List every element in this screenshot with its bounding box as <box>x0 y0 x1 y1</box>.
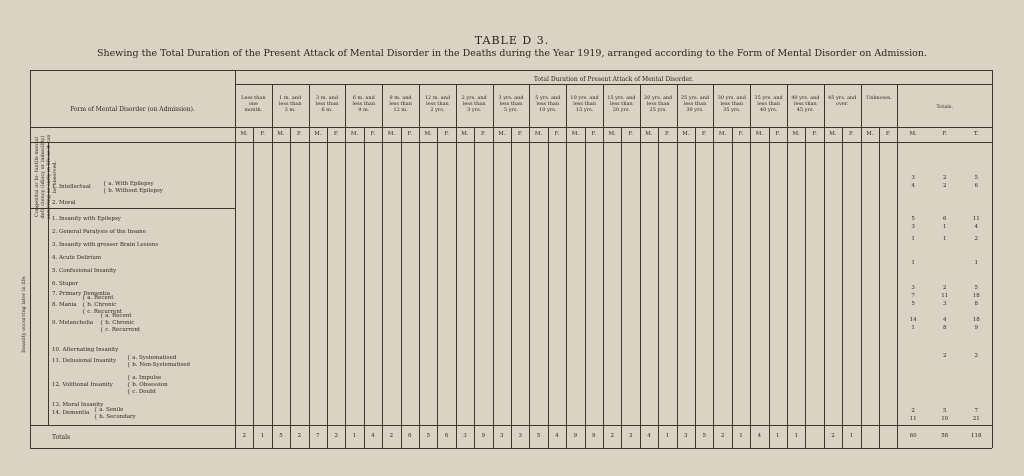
row-total-value: 18 <box>972 317 980 323</box>
row-total-value: 2 <box>942 285 947 291</box>
row-total-value: 1 <box>942 236 947 242</box>
later-life-label: Insanity occurring later in life. <box>21 275 27 353</box>
group-header: Total Duration of Present Attack of Mental Disorder. <box>533 76 694 83</box>
row-total-value: 2 <box>942 183 947 189</box>
male-header: M. <box>387 131 396 137</box>
male-header: M. <box>755 131 764 137</box>
totals-label: Totals <box>52 434 71 441</box>
mf-divider <box>805 127 806 448</box>
column-divider <box>529 84 530 448</box>
row-total-value: 2 <box>911 408 915 414</box>
male-header: M. <box>571 131 580 137</box>
female-header: F. <box>775 131 781 137</box>
totals-row-value: 1 <box>739 433 743 439</box>
row-total-value: 3 <box>911 224 915 230</box>
row-label: 10. Alternating Insanity <box>52 347 119 353</box>
totals-row-value: 1 <box>665 433 670 439</box>
row-total-value: 3 <box>911 175 915 181</box>
male-header: M. <box>424 131 432 137</box>
grand-total-value: 118 <box>970 433 982 439</box>
totals-row-value: 5 <box>536 433 541 439</box>
mf-divider <box>548 127 549 448</box>
right-border <box>992 70 993 448</box>
row-total-value: 4 <box>974 224 978 230</box>
column-divider <box>897 84 898 448</box>
female-header: F. <box>738 131 744 137</box>
female-header: F. <box>517 131 523 137</box>
female-header: F. <box>297 131 302 137</box>
row-label: 4. Acute Delirium <box>52 255 102 261</box>
totals-row-value: 3 <box>500 433 504 439</box>
male-header: M. <box>866 131 874 137</box>
totals-row-value: 2 <box>610 433 614 439</box>
totals-row-value: 2 <box>831 433 835 439</box>
row-label: 1. Intellectual <box>52 184 91 190</box>
row-label: 11. Delusional Insanity <box>52 358 117 364</box>
mf-divider <box>842 127 843 448</box>
duration-header: 1 m. and less than 3 m. <box>278 95 302 113</box>
male-header: M. <box>608 131 616 137</box>
duration-header: 6 m. and less than 9 m. <box>352 95 376 113</box>
row-total-value: 1 <box>911 260 915 266</box>
row-label: 14. Dementia <box>52 410 90 416</box>
row-total-value: 7 <box>974 408 978 414</box>
totals-row-value: 1 <box>776 433 780 439</box>
column-divider <box>272 84 273 448</box>
male-header: M. <box>240 131 248 137</box>
row-total-value: 5 <box>942 408 947 414</box>
totals-row-value: 2 <box>242 433 246 439</box>
duration-header: 15 yrs. and less than 20 yrs. <box>607 95 636 113</box>
grand-total-value: 58 <box>941 433 949 439</box>
row-total-value: 1 <box>942 224 947 230</box>
row-label: 8. Mania <box>52 302 77 308</box>
female-header: F. <box>628 131 633 137</box>
row-total-value: 1 <box>911 325 915 331</box>
totals-row-value: 7 <box>316 433 320 439</box>
male-header: M. <box>314 131 322 137</box>
row-total-value: 5 <box>974 175 978 181</box>
female-header: F. <box>554 131 560 137</box>
congenital-label: Congenital or In- fantile mental defi- ciency (idiocy or imbecility) occurring as early in life as it can be observed. <box>34 134 58 220</box>
row-total-value: 8 <box>942 325 947 331</box>
row-total-value: 4 <box>942 317 947 323</box>
totals-row-value: 2 <box>720 433 725 439</box>
row-label: 9. Melancholia <box>52 320 94 326</box>
duration-header: 20 yrs. and less than 25 yrs. <box>644 95 673 113</box>
totals-row-value: 1 <box>260 433 265 439</box>
mf-divider <box>401 127 402 448</box>
row-total-value: 21 <box>972 416 980 422</box>
totals-m-header: M. <box>909 131 917 137</box>
top-rule <box>30 70 992 71</box>
column-divider <box>640 84 641 448</box>
row-label: 2. General Paralysis of the Insane <box>52 229 146 235</box>
column-divider <box>603 84 604 448</box>
duration-header: Less than one month. <box>241 95 266 113</box>
male-header: M. <box>461 131 469 137</box>
column-divider <box>861 84 862 448</box>
table-id: TABLE D 3. <box>474 34 550 47</box>
male-header: M. <box>645 131 653 137</box>
mf-divider <box>621 127 622 448</box>
female-header: F. <box>591 131 597 137</box>
female-header: F. <box>333 131 339 137</box>
mf-divider <box>769 127 770 448</box>
column-divider <box>419 84 420 448</box>
totals-row-value: 4 <box>647 433 651 439</box>
row-total-value: 11 <box>909 416 917 422</box>
totals-row-value: 9 <box>592 433 596 439</box>
row-total-value: 3 <box>942 301 947 307</box>
female-header: F. <box>701 131 707 137</box>
duration-header: 30 yrs. and less than 35 yrs. <box>717 95 746 113</box>
row-sublabels: { a. Systematised { b. Non-Systematised <box>127 354 191 368</box>
row-total-value: 4 <box>911 183 915 189</box>
row-total-value: 1 <box>911 236 915 242</box>
female-header: F. <box>370 131 376 137</box>
row-total-value: 5 <box>911 216 915 222</box>
totals-row-value: 1 <box>352 433 357 439</box>
duration-header: 5 yrs. and less than 10 yrs. <box>535 95 561 113</box>
totals-row-value: 4 <box>371 433 375 439</box>
column-divider <box>713 84 714 448</box>
mf-divider <box>474 127 475 448</box>
label-divider <box>235 70 236 448</box>
duration-header: 12 m. and less than 2 yrs. <box>424 95 451 113</box>
totals-row-value: 9 <box>573 433 578 439</box>
bottom-rule <box>30 448 992 449</box>
row-label: 6. Stupor <box>52 281 78 287</box>
female-header: F. <box>260 131 265 137</box>
column-divider <box>824 84 825 448</box>
row-sublabels: { a. Recent { b. Chronic { c. Recurrent <box>100 313 141 333</box>
mf-divider <box>732 127 733 448</box>
row-total-value: 11 <box>972 216 980 222</box>
column-divider <box>345 84 346 448</box>
column-divider <box>677 84 678 448</box>
row-label: 5. Confusional Insanity <box>52 268 117 274</box>
mf-divider <box>364 127 365 448</box>
totals-row-value: 1 <box>794 433 798 439</box>
column-divider <box>750 84 751 448</box>
male-header: M. <box>498 131 506 137</box>
totals-row-value: 3 <box>628 433 633 439</box>
row-total-value: 6 <box>974 183 978 189</box>
male-header: M. <box>829 131 837 137</box>
row-label: 2. Moral <box>52 200 76 206</box>
row-sublabels: { a. Recent { b. Chronic { c. Recurrent <box>82 295 123 315</box>
grand-total-value: 60 <box>909 433 917 439</box>
mf-divider <box>585 127 586 448</box>
row-sublabels: { a. Impulse { b. Obsession { c. Doubt <box>127 375 168 395</box>
row-total-value: 14 <box>909 317 917 323</box>
totals-row-value: 3 <box>518 433 522 439</box>
totals-row-value: 5 <box>702 433 706 439</box>
mf-divider <box>695 127 696 448</box>
totals-row-value: 9 <box>481 433 486 439</box>
mf-divider <box>327 127 328 448</box>
duration-header: 2 yrs. and less than 3 yrs. <box>461 95 487 113</box>
female-header: F. <box>407 131 413 137</box>
row-label: 12. Volitional Insanity <box>52 382 113 388</box>
totals-row-value: 3 <box>463 433 467 439</box>
column-divider <box>566 84 567 448</box>
totals-f-header: F. <box>942 131 948 137</box>
totals-row-value: 4 <box>757 433 762 439</box>
row-label: 3. Insanity with grosser Brain Lesions <box>52 242 159 248</box>
mf-divider <box>290 127 291 448</box>
row-sublabels: { a. With Epilepsy { b. Without Epilepsy <box>103 180 163 194</box>
duration-header: 45 yrs. and over. <box>828 95 857 107</box>
duration-header: 3 m. and less than 6 m. <box>315 95 339 113</box>
column-divider <box>493 84 494 448</box>
male-header: M. <box>718 131 727 137</box>
duration-header: Unknown. <box>866 95 892 101</box>
row-total-value: 3 <box>911 285 915 291</box>
totals-row-value: 6 <box>408 433 412 439</box>
row-sublabels: { a. Senile { b. Secondary <box>94 406 136 420</box>
male-header: M. <box>534 131 543 137</box>
row-total-value: 2 <box>942 175 947 181</box>
mf-divider <box>879 127 880 448</box>
column-divider <box>787 84 788 448</box>
row-total-value: 10 <box>941 416 949 422</box>
mf-divider <box>253 127 254 448</box>
duration-header: 40 yrs. and less than 45 yrs. <box>791 95 820 113</box>
totals-row-value: 1 <box>849 433 854 439</box>
row-total-value: 2 <box>974 236 978 242</box>
row-total-value: 11 <box>941 293 949 299</box>
totals-row-value: 3 <box>684 433 688 439</box>
row-total-value: 8 <box>974 301 978 307</box>
row-label: 1. Insanity with Epilepsy <box>52 216 121 222</box>
totals-t-header: T. <box>973 131 979 137</box>
totals-row-value: 5 <box>279 433 283 439</box>
table-title: Shewing the Total Duration of the Present Attack of Mental Disorder in the Deaths during the Year 1919, arranged according to the Form of Mental Disorder on Admission. <box>96 48 928 59</box>
column-divider <box>309 84 310 448</box>
row-total-value: 6 <box>942 216 947 222</box>
row-total-value: 2 <box>942 353 947 359</box>
totals-row-value: 4 <box>555 433 559 439</box>
mf-divider <box>437 127 438 448</box>
duration-header: 10 yrs. and less than 15 yrs. <box>570 95 599 113</box>
male-header: M. <box>792 131 800 137</box>
row-total-value: 5 <box>974 285 978 291</box>
male-header: M. <box>682 131 690 137</box>
female-header: F. <box>444 131 449 137</box>
female-header: F. <box>812 131 817 137</box>
female-header: F. <box>885 131 891 137</box>
totals-row-value: 6 <box>444 433 449 439</box>
duration-header: 25 yrs. and less than 30 yrs. <box>680 95 710 113</box>
male-header: M. <box>277 131 285 137</box>
female-header: F. <box>665 131 670 137</box>
group-rule <box>235 84 992 85</box>
row-total-value: 2 <box>974 353 978 359</box>
totals-row-value: 5 <box>426 433 430 439</box>
mf-divider <box>658 127 659 448</box>
mf-divider <box>511 127 512 448</box>
row-total-value: 5 <box>911 301 915 307</box>
row-total-value: 18 <box>972 293 980 299</box>
row-total-value: 9 <box>974 325 978 331</box>
row-label: 7. Primary Dementia <box>52 291 110 297</box>
female-header: F. <box>481 131 486 137</box>
duration-header: 35 yrs. and less than 40 yrs. <box>754 95 783 113</box>
column-divider <box>382 84 383 448</box>
row-total-value: 1 <box>974 260 978 266</box>
duration-header: Totals. <box>936 104 954 110</box>
totals-row-value: 2 <box>389 433 394 439</box>
totals-row-value: 2 <box>297 433 302 439</box>
column-divider <box>456 84 457 448</box>
duration-header: 9 m. and less than 12 m. <box>389 95 412 113</box>
male-header: M. <box>350 131 359 137</box>
row-label: 13. Moral Insanity <box>52 402 104 408</box>
duration-header: 3 yrs. and less than 5 yrs. <box>498 95 524 113</box>
row-total-value: 7 <box>911 293 915 299</box>
female-header: F. <box>849 131 854 137</box>
section-divider <box>30 208 235 209</box>
form-header: Form of Mental Disorder (on Admission). <box>70 106 195 113</box>
totals-row-value: 2 <box>334 433 338 439</box>
